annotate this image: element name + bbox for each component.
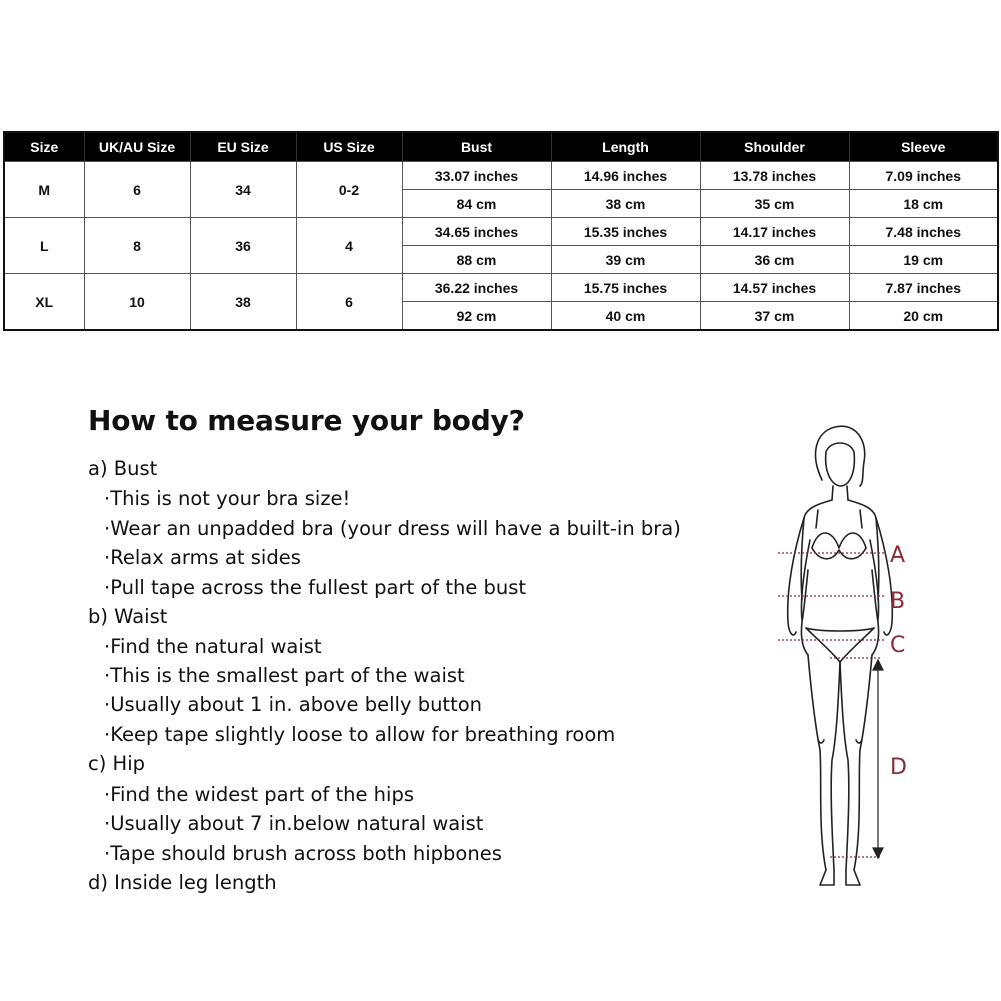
column-header: Shoulder xyxy=(700,132,849,162)
list-item: ·Usually about 7 in.below natural waist xyxy=(104,812,484,835)
size-cell: XL xyxy=(4,274,84,331)
list-item: ·Tape should brush across both hipbones xyxy=(104,842,502,865)
shoulder-inches-cell: 14.57 inches xyxy=(700,274,849,302)
column-header: Bust xyxy=(402,132,551,162)
bust-inches-cell: 34.65 inches xyxy=(402,218,551,246)
guide-title: How to measure your body? xyxy=(88,404,525,437)
table-header-row xyxy=(4,132,998,162)
uk-au-size-cell: 6 xyxy=(84,162,190,218)
eu-size-cell: 36 xyxy=(190,218,296,274)
list-item: ·Pull tape across the fullest part of the bust xyxy=(104,576,527,599)
length-inches-cell: 15.35 inches xyxy=(551,218,700,246)
length-cm-cell: 39 cm xyxy=(551,246,700,274)
bust-cm-cell: 84 cm xyxy=(402,190,551,218)
shoulder-inches-cell: 14.17 inches xyxy=(700,218,849,246)
section-heading-bust: a) Bust xyxy=(88,457,158,480)
section-heading-inside-leg: d) Inside leg length xyxy=(88,871,277,894)
sleeve-inches-cell: 7.09 inches xyxy=(849,162,998,190)
length-cm-cell: 38 cm xyxy=(551,190,700,218)
shoulder-cm-cell: 35 cm xyxy=(700,190,849,218)
sleeve-cm-cell: 19 cm xyxy=(849,246,998,274)
us-size-cell: 0-2 xyxy=(296,162,402,218)
bust-inches-cell: 33.07 inches xyxy=(402,162,551,190)
sleeve-cm-cell: 20 cm xyxy=(849,302,998,331)
list-item: ·Find the natural waist xyxy=(104,635,322,658)
list-item: ·Find the widest part of the hips xyxy=(104,783,414,806)
section-heading-waist: b) Waist xyxy=(88,605,168,628)
length-cm-cell: 40 cm xyxy=(551,302,700,331)
column-header: US Size xyxy=(296,132,402,162)
eu-size-cell: 38 xyxy=(190,274,296,331)
column-header: Length xyxy=(551,132,700,162)
label-c: C xyxy=(890,633,906,658)
shoulder-cm-cell: 37 cm xyxy=(700,302,849,331)
list-item: ·Usually about 1 in. above belly button xyxy=(104,693,483,716)
body-measurement-figure xyxy=(760,400,930,900)
list-item: ·Keep tape slightly loose to allow for breathing room xyxy=(104,723,616,746)
label-d: D xyxy=(890,755,907,780)
sleeve-inches-cell: 7.48 inches xyxy=(849,218,998,246)
column-header: EU Size xyxy=(190,132,296,162)
label-a: A xyxy=(890,543,906,568)
shoulder-cm-cell: 36 cm xyxy=(700,246,849,274)
us-size-cell: 4 xyxy=(296,218,402,274)
shoulder-inches-cell: 13.78 inches xyxy=(700,162,849,190)
eu-size-cell: 34 xyxy=(190,162,296,218)
us-size-cell: 6 xyxy=(296,274,402,331)
section-heading-hip: c) Hip xyxy=(88,752,145,775)
bust-inches-cell: 36.22 inches xyxy=(402,274,551,302)
sleeve-inches-cell: 7.87 inches xyxy=(849,274,998,302)
arrow-up-icon xyxy=(873,660,883,670)
label-b: B xyxy=(890,589,906,614)
size-chart-table xyxy=(3,131,999,331)
list-item: ·Relax arms at sides xyxy=(104,546,301,569)
list-item: ·This is not your bra size! xyxy=(104,487,351,510)
uk-au-size-cell: 8 xyxy=(84,218,190,274)
size-cell: L xyxy=(4,218,84,274)
sleeve-cm-cell: 18 cm xyxy=(849,190,998,218)
length-inches-cell: 15.75 inches xyxy=(551,274,700,302)
column-header: UK/AU Size xyxy=(84,132,190,162)
uk-au-size-cell: 10 xyxy=(84,274,190,331)
table-row xyxy=(4,218,998,246)
table-row xyxy=(4,162,998,190)
list-item: ·Wear an unpadded bra (your dress will have a built-in bra) xyxy=(104,517,681,540)
table-row xyxy=(4,274,998,302)
bust-cm-cell: 92 cm xyxy=(402,302,551,331)
length-inches-cell: 14.96 inches xyxy=(551,162,700,190)
bust-cm-cell: 88 cm xyxy=(402,246,551,274)
size-cell: M xyxy=(4,162,84,218)
column-header: Sleeve xyxy=(849,132,998,162)
column-header: Size xyxy=(4,132,84,162)
list-item: ·This is the smallest part of the waist xyxy=(104,664,465,687)
